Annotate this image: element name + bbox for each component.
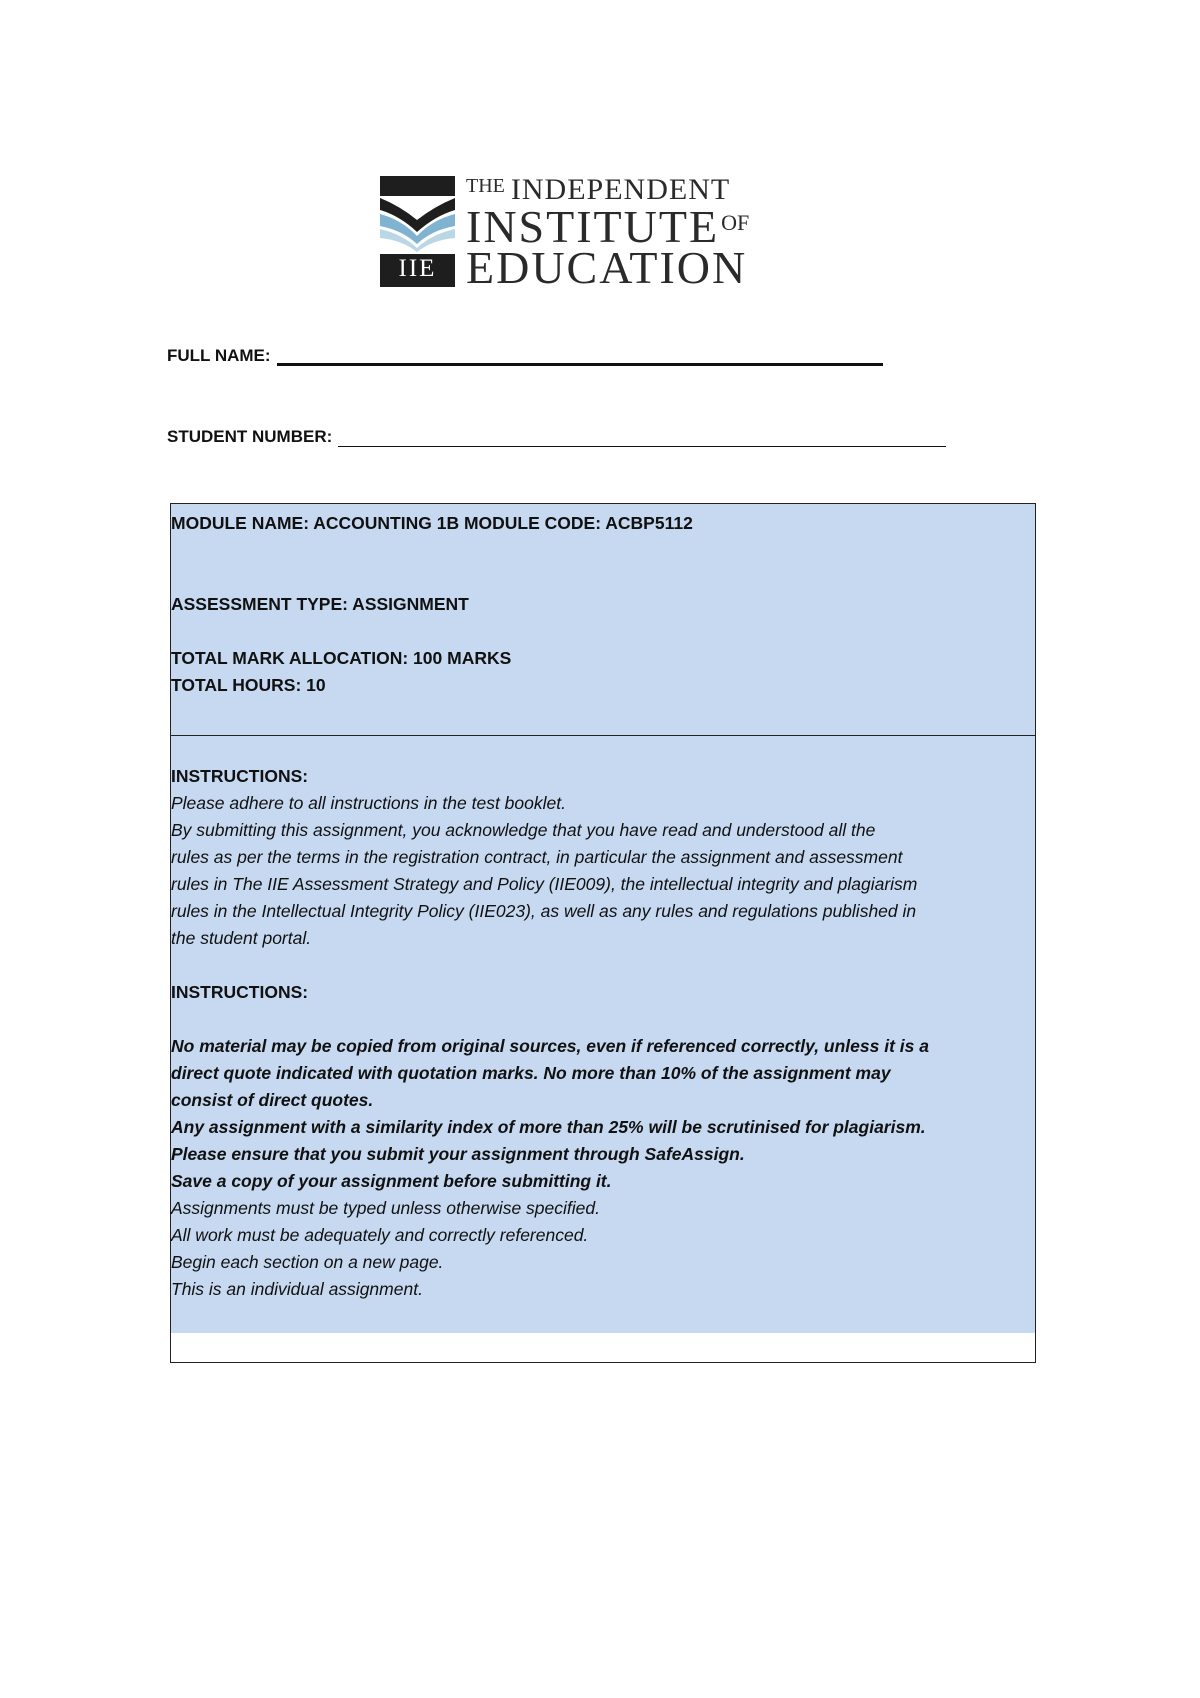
instruction-line: Please adhere to all instructions in the test booklet. bbox=[171, 793, 566, 813]
student-number-row bbox=[167, 427, 946, 447]
total-marks-line: TOTAL MARK ALLOCATION: 100 MARKS bbox=[171, 648, 512, 668]
rule-line: Assignments must be typed unless otherwise specified. bbox=[171, 1198, 600, 1218]
instruction-line: rules in the Intellectual Integrity Policy (IIE023), as well as any rules and regulations published in bbox=[171, 901, 917, 921]
student-number-line[interactable] bbox=[338, 428, 946, 447]
rule-line: This is an individual assignment. bbox=[171, 1279, 423, 1299]
logo-of: OF bbox=[721, 210, 750, 235]
instructions-cell bbox=[171, 736, 1035, 1333]
total-hours-line: TOTAL HOURS: 10 bbox=[171, 675, 326, 695]
logo-the: THE bbox=[466, 175, 505, 197]
student-number-label: STUDENT NUMBER: bbox=[167, 427, 333, 446]
institution-logo bbox=[380, 173, 800, 293]
rule-line: Save a copy of your assignment before submitting it. bbox=[171, 1171, 612, 1191]
rule-line: Any assignment with a similarity index of more than 25% will be scrutinised for plagiarism. bbox=[171, 1117, 926, 1137]
rule-line: No material may be copied from original sources, even if referenced correctly, unless it is a bbox=[171, 1036, 929, 1056]
module-name-line: MODULE NAME: ACCOUNTING 1B MODULE CODE: ACBP5112 bbox=[171, 513, 693, 533]
rule-line: Please ensure that you submit your assignment through SafeAssign. bbox=[171, 1144, 745, 1164]
rule-line: consist of direct quotes. bbox=[171, 1090, 374, 1110]
module-details-cell bbox=[171, 504, 1035, 736]
logo-wordmark bbox=[466, 173, 800, 293]
assessment-info-table bbox=[170, 503, 1036, 1363]
logo-badge-text: IIE bbox=[398, 255, 437, 282]
rule-line: All work must be adequately and correctly referenced. bbox=[171, 1225, 589, 1245]
logo-independent: INDEPENDENT bbox=[510, 173, 731, 206]
rule-line: direct quote indicated with quotation marks. No more than 10% of the assignment may bbox=[171, 1063, 891, 1083]
instructions-heading-1: INSTRUCTIONS: bbox=[171, 766, 309, 786]
full-name-label: FULL NAME: bbox=[167, 346, 271, 365]
instruction-line: rules in The IIE Assessment Strategy and Policy (IIE009), the intellectual integrity and plagiarism bbox=[171, 874, 918, 894]
instruction-line: rules as per the terms in the registration contract, in particular the assignment and assessment bbox=[171, 847, 903, 867]
instruction-line: the student portal. bbox=[171, 928, 312, 948]
rule-line: Begin each section on a new page. bbox=[171, 1252, 444, 1272]
full-name-row bbox=[167, 345, 883, 366]
logo-institute: INSTITUTE bbox=[466, 201, 720, 252]
logo-line-3: EDUCATION bbox=[466, 242, 748, 293]
assessment-type-line: ASSESSMENT TYPE: ASSIGNMENT bbox=[171, 594, 469, 614]
full-name-line[interactable] bbox=[277, 345, 883, 366]
instruction-line: By submitting this assignment, you acknowledge that you have read and understood all the bbox=[171, 820, 876, 840]
instructions-heading-2: INSTRUCTIONS: bbox=[171, 982, 309, 1002]
